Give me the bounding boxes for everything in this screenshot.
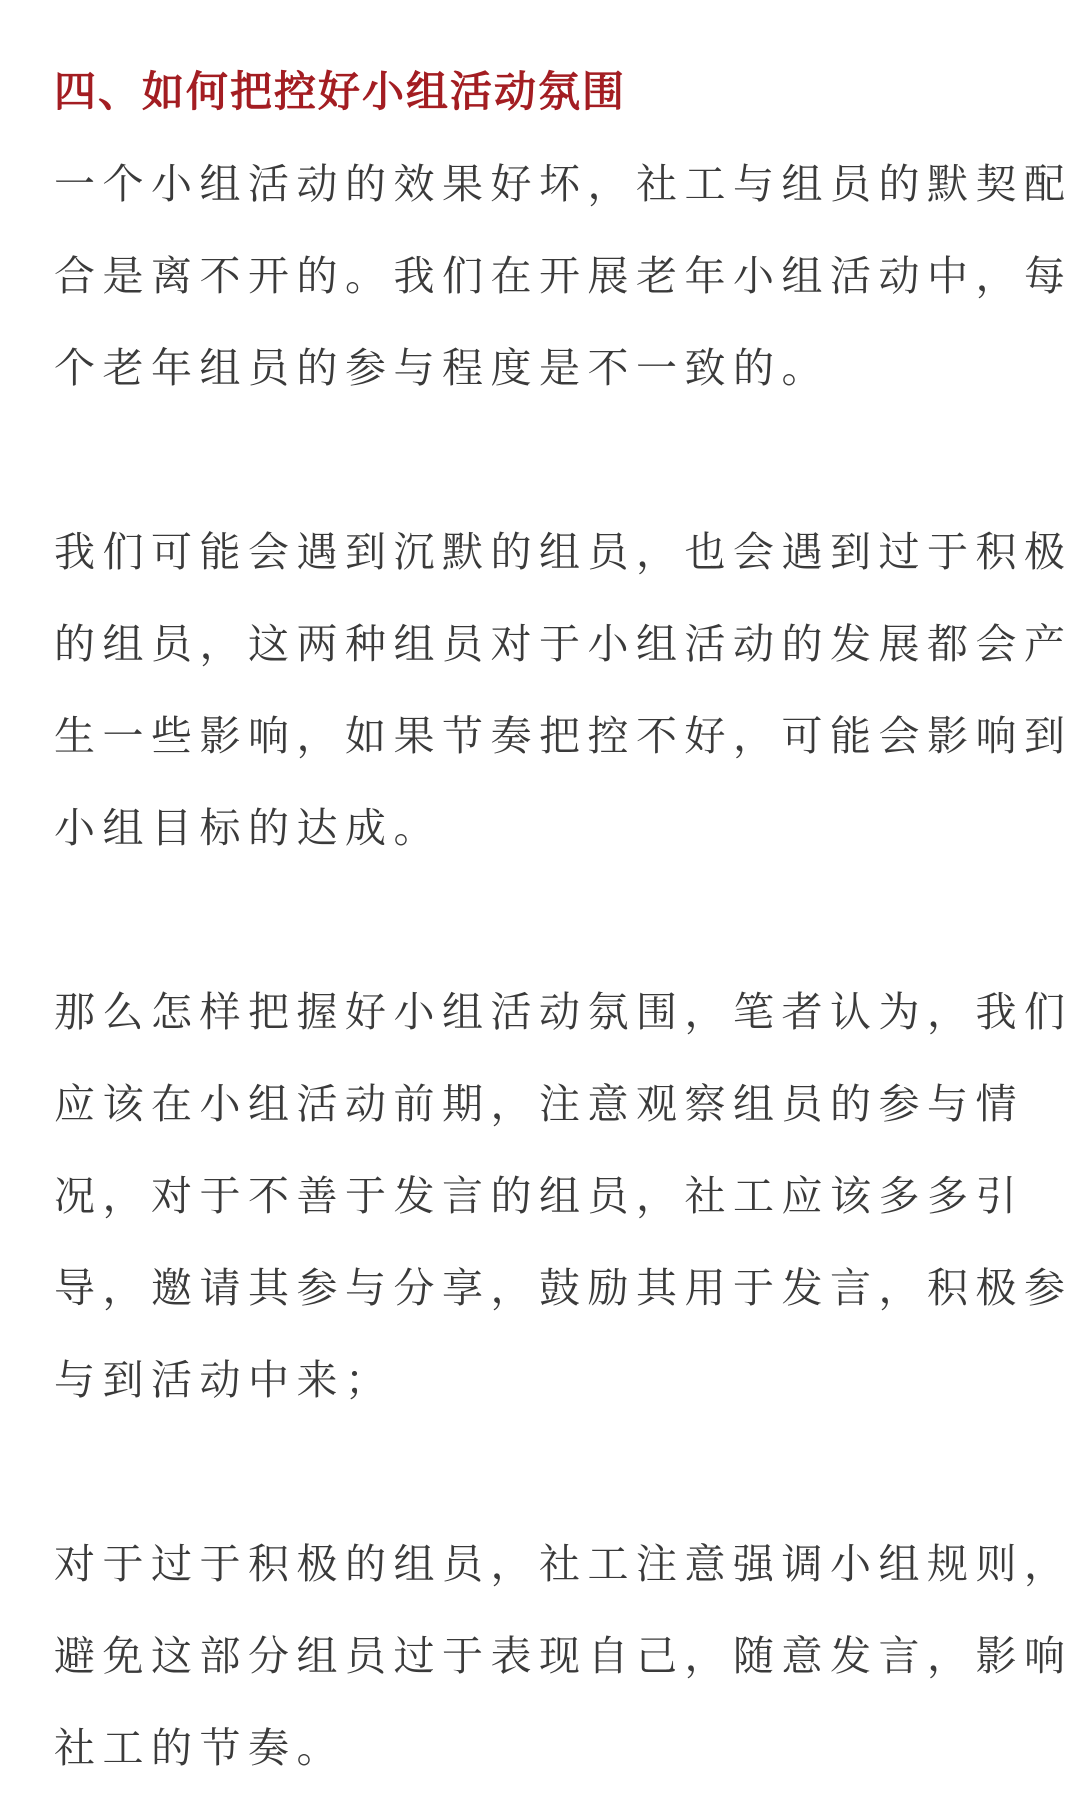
paragraph-line: 避免这部分组员过于表现自己，随意发言，影响 <box>54 1632 1073 1680</box>
paragraph-3 <box>54 966 1073 1426</box>
paragraph-line: 一个小组活动的效果好坏，社工与组员的默契配 <box>54 160 1073 208</box>
paragraph-line: 与到活动中来； <box>54 1356 394 1404</box>
section-heading: 四、如何把控好小组活动氛围 <box>54 67 627 116</box>
paragraph-line: 况，对于不善于发言的组员，社工应该多多引 <box>54 1172 1024 1220</box>
paragraph-line: 那么怎样把握好小组活动氛围，笔者认为，我们 <box>54 988 1073 1036</box>
paragraph-4 <box>54 1518 1073 1794</box>
paragraph-line: 我们可能会遇到沉默的组员，也会遇到过于积极 <box>54 528 1073 576</box>
paragraph-line: 的组员，这两种组员对于小组活动的发展都会产 <box>54 620 1073 668</box>
paragraph-line: 对于过于积极的组员，社工注意强调小组规则， <box>54 1540 1073 1588</box>
paragraph-line: 生一些影响，如果节奏把控不好，可能会影响到 <box>54 712 1073 760</box>
paragraph-line: 合是离不开的。我们在开展老年小组活动中，每 <box>54 252 1073 300</box>
paragraph-line: 应该在小组活动前期，注意观察组员的参与情 <box>54 1080 1024 1128</box>
paragraph-line: 个老年组员的参与程度是不一致的。 <box>54 344 830 392</box>
paragraph-line: 小组目标的达成。 <box>54 804 442 852</box>
paragraph-2 <box>54 506 1073 874</box>
paragraph-1 <box>54 138 1073 414</box>
paragraph-line: 导，邀请其参与分享，鼓励其用于发言，积极参 <box>54 1264 1073 1312</box>
paragraph-line: 社工的节奏。 <box>54 1724 345 1772</box>
